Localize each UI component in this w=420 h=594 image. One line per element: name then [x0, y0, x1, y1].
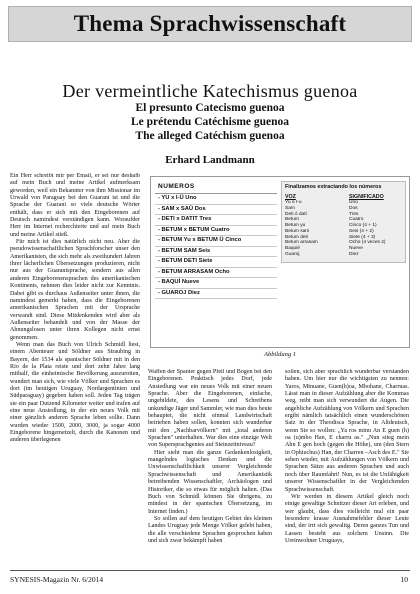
numeros-row: - SAM x SAÜ Dos [155, 205, 277, 216]
voz-cell: Yu ó I-u [285, 200, 302, 205]
magazine-issue: SYNESIS-Magazin Nr. 6/2014 [10, 575, 104, 584]
paragraph: Ein Herr schreibt mir per Email, er sei nur deshalb auf mein Buch und meine Artikel aufmerksam geworden, weil ein Bekannter von ihm Missionar im Urwald von Paraguay bei den Guarani ist und die Sprache der Guarani so viele deutsche Wörter enthält, dass er sich mit den Eingeborenen auf Deutsch namindest verständigen kann. Woraufder Herr im Internet recherchierte und auf mein Buch und meine Artikel stieß. [10, 173, 140, 238]
significado-cell: Uno [349, 200, 358, 205]
paragraph: Waffen der Spanier gegen Pfeil und Bogen bei den Eingeborenen. Praktisch jedes Dorf, jede Ansiedlung war ein neues Volk mit einer neuen Sprache. Aber die Eingeborenen, einfache, ungebildete, des Lesens und Schreibens unkundige Jäger und Sammler, wie man dies heute behauptet, die nicht einmal Landwirtschaft betrieben haben sollen, konnten sich wunderbar mit den „Nachbarvölkern" mit „total anderen Sprachen" unterhalten. War dies eine einzige Welt von Supersprachgenies auf Steinzeitniveau? [148, 369, 272, 449]
voz-cell: Baquié [285, 246, 300, 251]
significado-cell: Cuatro [349, 217, 364, 223]
article-title: Der vermeintliche Katechismus guenoa [62, 81, 358, 101]
numeros-table [281, 181, 406, 263]
text-column-3 [285, 369, 409, 566]
voz-cell: Betum [285, 217, 299, 223]
voz-cell: Betum arrasam [285, 240, 318, 246]
subtitle-spanish: El presunto Catecismo guenoa [135, 102, 285, 114]
numeros-row: - GUAROJ Diez [155, 289, 277, 300]
numeros-row: - BETUM x BETUM Cuatro [155, 226, 277, 237]
significado-cell: Ocho (4 veces 2) [349, 240, 386, 246]
significado-column-header: SIGNIFICADO [349, 194, 384, 200]
voz-cell: Guaroj [285, 251, 300, 257]
voz-cell: Betum yu [285, 223, 306, 228]
footer-rule [10, 570, 410, 571]
text-column-2 [148, 369, 272, 566]
paragraph: Wenn man das Buch von Ulrich Schmidl liest, einem Abenteuer und Söldner aus Straubing in Bayern, der 1534 als spanischer Söldner mit in den Rio de la Plata reiste und dort zehn Jahre lang mithalf, die einheimische Bevölkerung auszurotten, wundert man sich, wie viele Völker und Sprachen es dort (im heutigen Uruguay, Nordargentinien und Südparaguay) gegeben haben soll. Jeden Tag trägen sie ein paar Dutzend Kilometer weiter und trafen auf eine neue Ansiedlung, in der ein neues Volk mit einer gänzlich anderen Sprache leben sollte. Dann wurden wieder 1500, 2000, 3000, ja sogar 4000 Eingeborene hingemetzelt, durch die Kanonen und anderen überlegenen [10, 341, 140, 444]
voz-column [285, 194, 347, 258]
voz-column-header: VOZ [285, 194, 296, 200]
significado-cell: Nueve [349, 246, 363, 251]
significado-cell: Dos [349, 205, 358, 211]
significado-cell: Siete (4 + 3) [349, 234, 376, 240]
numeros-row: - BETUM SAM Seis [155, 247, 277, 258]
author-name: Erhard Landmann [165, 154, 255, 166]
figure-1 [150, 176, 410, 348]
numeros-row: - DETI x DATIT Tres [155, 215, 277, 226]
significado-column [349, 194, 405, 258]
text-column-1 [10, 173, 140, 565]
paragraph: sollen, sich aber sprachlich wunderbar verstanden haben. Um hier nur die wichtigsten zu nennen: Yaros, Minuane, Guen(h)oa, Mbohane, Charruas. Lässt man in dieser Aufzählung aber die Kommas weg, reibt man sich verwundert die Augen. Die angebliche Aufzählung von Völkern und Sprachen ergibt nämlich tatsächlich einen wunderschönen Satz in der Theodisca Sprache, in Altdeutsch, wenn Sie so wollen: „Ya ros minu An E guen (h) oa (u)mbo Han, E charru as." „Nun stieg mein Ahn E gen hoch (gegen die Höhe), um (den Stern in Ophiuchus) Han, der Charren –Asch des E." Sie sehen wieder, mit Aufzählungen von Völkern und Sprachen Sätze aus anderen Sprachen und auch noch über Raumfahrt! Nun, es ist die Unfähigkeit unserer Wissenschaftler in der Vergleichenden Sprachwissenschaft. [285, 369, 409, 493]
paragraph: So sollen auf dem heutigen Gebiet des kleinen Landes Uruguay jede Menge Völker gelebt haben, die alle verschiedene Sprachen gesprochen haben und sich zwar bekämpft haben [148, 515, 272, 544]
significado-cell: Seis (4 + 2) [349, 228, 374, 234]
paragraph: Wir werden in diesem Artikel gleich noch einige gewaltige Schnitzer dieser Art erleben, und wer glaubt, dass dies vielleicht mal ein paar besondere krasse Ausnahmefehler dieser Leute sind, der irrt sich gewaltig. Deren ganzes Tun und Lassen besteht aus solchem Unsinn. Die Ureinwohner Uruguays, [285, 493, 409, 544]
figure-caption: Abbildung 1 [264, 351, 296, 358]
section-banner [8, 6, 412, 42]
voz-cell: Sam [285, 205, 295, 211]
section-title: Thema Sprachwissenschaft [73, 11, 347, 36]
numeros-row: - BETUM Yu x BETUM Ü Cinco [155, 236, 277, 247]
numeros-table-header: Finalizamos extractando los números [285, 184, 382, 190]
numeros-row: - BAQUİ Nueve [155, 278, 277, 289]
numeros-list [155, 181, 277, 345]
numeros-row: - YU x I-Ü Uno [155, 194, 277, 205]
significado-cell: Diez [349, 251, 359, 257]
subtitle-french: Le prétendu Catéchisme guenoa [130, 116, 290, 128]
page-number: 10 [400, 575, 408, 584]
numeros-row: - BETUM DETI Siete [155, 257, 277, 268]
significado-cell: Tres [349, 211, 359, 217]
paragraph: Hier sieht man die ganze Gedankenlosigkeit, mangelndes logisches Denken und die Unwissenschaftlichkeit unserer Vergleichende Sprachwissenschaft und Amerikanistik betreibenden Wissenschaftler, Archäologen und Historiker, die so etwas für möglich halten. (Das Buch von Schmidl können Sie übrigens, zu mindest in der spanischen Übersetzung, im Internet finden.) [148, 449, 272, 515]
voz-cell: Betum deti [285, 234, 308, 240]
voz-cell: Betum sam [285, 228, 310, 234]
significado-cell: Cinco (4 + 1) [349, 223, 377, 228]
voz-cell: Deti ó datí [285, 211, 307, 217]
numeros-row: - BETUM ARRASAM Ocho [155, 268, 277, 279]
paragraph: Für mich ist dies natürlich nicht neu. Aber die pseudowissenschaftlichen Sprachforscher unser den Amerikanisten, die sich mehr als zweihundert Jahren ihrer lächerlichen Übersetzungen produzieren, nicht nur aus der Guaranisprache, sondern aus allen anderen Eingeborenensprachen des amerikanischen Kontinents, nehmen dies leider nicht zur Kenntnis. Dabei gibt es durchaus Außenseiter unter ihnen, die namindest gemerkt haben, dass die Eingeborenen amerikanischen Sprachen mit der Ursprache verwandt sind. Diese Mitdenkenden wird aber als Außenseiter behandelt und von der Masse der Ahnungslosen unter ihren Kollegen nicht ernst genommen. [10, 239, 140, 341]
numeros-header: NUMEROS [155, 181, 277, 194]
subtitle-english: The alleged Catéchism guenoa [135, 130, 285, 142]
